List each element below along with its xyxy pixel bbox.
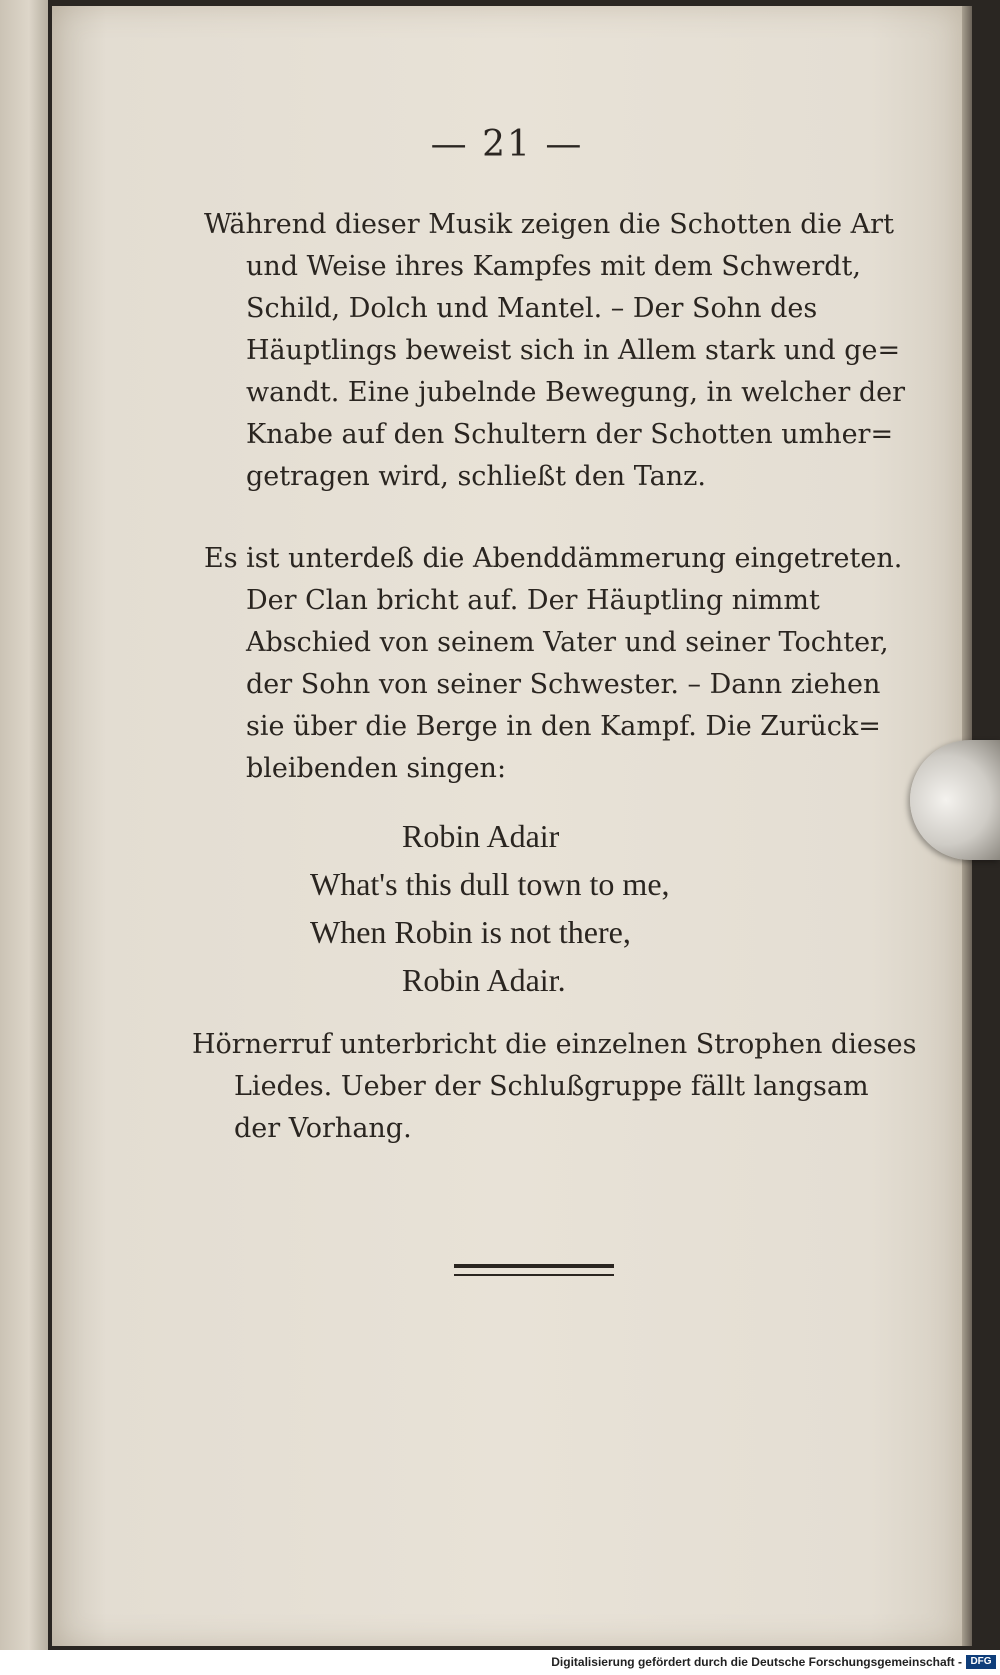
footer-credit: Digitalisierung gefördert durch die Deutsche Forschungsgemeinschaft -	[551, 1655, 962, 1669]
paragraph-stage-direction-2	[204, 538, 903, 790]
text-line: getragen wird, schließt den Tanz.	[246, 461, 706, 492]
text-line: Der Clan bricht auf. Der Häuptling nimmt	[246, 585, 820, 616]
text-line: bleibenden singen:	[246, 753, 507, 784]
text-line: der Sohn von seiner Schwester. – Dann ziehen	[246, 669, 881, 700]
facing-page-edge	[0, 0, 48, 1650]
paragraph-stage-direction-3	[192, 1024, 917, 1150]
text-line: wandt. Eine jubelnde Bewegung, in welcher der	[246, 377, 905, 408]
text-line: Schild, Dolch und Mantel. – Der Sohn des	[246, 293, 818, 324]
text-line: Es ist unterdeß die Abenddämmerung eingetreten.	[204, 543, 903, 574]
dfg-logo-icon: DFG	[966, 1655, 996, 1669]
footer-bar	[0, 1650, 1000, 1675]
text-line: Abschied von seinem Vater und seiner Tochter,	[246, 627, 889, 658]
end-rule-divider	[454, 1264, 614, 1276]
book-page	[52, 6, 962, 1646]
paragraph-stage-direction-1	[204, 204, 905, 498]
text-line: und Weise ihres Kampfes mit dem Schwerdt,	[246, 251, 861, 282]
text-line: Während dieser Musik zeigen die Schotten die Art	[204, 209, 894, 240]
text-line: Hörnerruf unterbricht die einzelnen Strophen dieses	[192, 1029, 917, 1060]
song-line: Robin Adair.	[402, 962, 566, 998]
text-line: sie über die Berge in den Kampf. Die Zurück=	[246, 711, 881, 742]
text-line: Liedes. Ueber der Schlußgruppe fällt langsam	[234, 1071, 869, 1102]
text-line: der Vorhang.	[234, 1113, 412, 1144]
page-number: — 21 —	[430, 124, 584, 165]
text-line: Häuptlings beweist sich in Allem stark und ge=	[246, 335, 901, 366]
song-line: When Robin is not there,	[310, 914, 631, 950]
song-line: What's this dull town to me,	[310, 866, 670, 902]
text-line: Knabe auf den Schultern der Schotten umher=	[246, 419, 894, 450]
song-title: Robin Adair	[402, 818, 560, 854]
